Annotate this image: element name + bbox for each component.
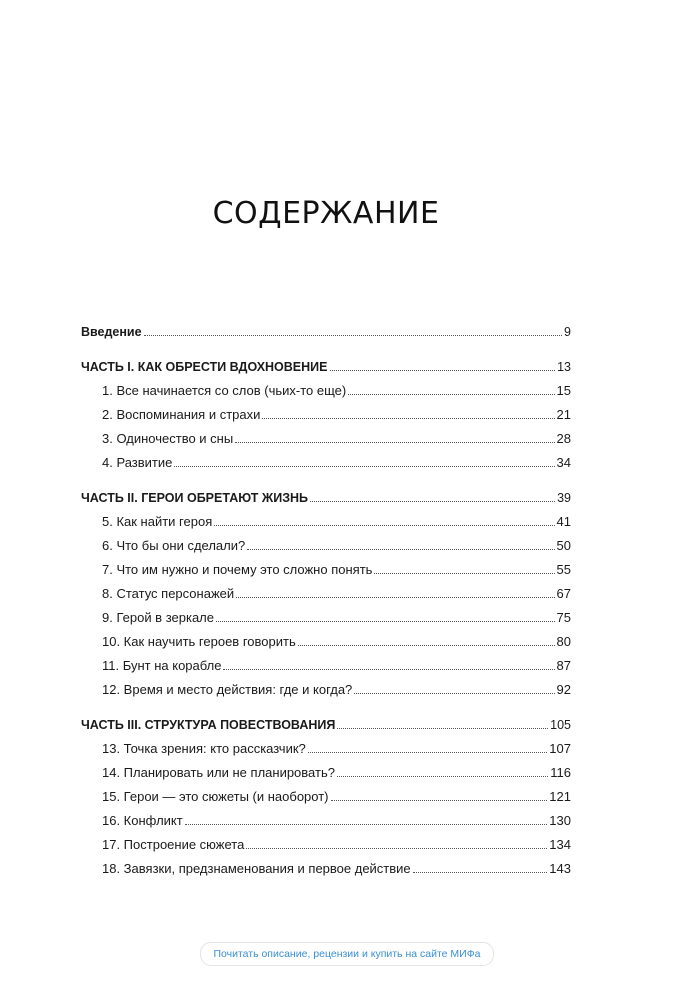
toc-chapter [81, 857, 571, 881]
table-of-contents [81, 320, 571, 881]
dot-leader [262, 417, 554, 419]
toc-chapter [81, 606, 571, 630]
toc-chapter [81, 654, 571, 678]
toc-page-number: 92 [556, 682, 571, 697]
toc-entry-title: 7. Что им нужно и почему это сложно понять [102, 562, 373, 577]
dot-leader [331, 799, 548, 801]
toc-page-number: 87 [556, 658, 571, 673]
page-title: СОДЕРЖАНИЕ [212, 196, 440, 231]
toc-entry-title: Введение [81, 325, 142, 339]
toc-page-number: 107 [549, 741, 571, 756]
toc-chapter [81, 451, 571, 475]
toc-page-number: 134 [549, 837, 571, 852]
dot-leader [374, 572, 554, 574]
shop-link[interactable]: Почитать описание, рецензии и купить на сайте МИФа [200, 942, 494, 966]
toc-chapter [81, 678, 571, 702]
toc-entry-title: 1. Все начинается со слов (чьих-то еще) [102, 383, 347, 398]
toc-chapter [81, 510, 571, 534]
toc-entry-title: 13. Точка зрения: кто рассказчик? [102, 741, 306, 756]
toc-page-number: 28 [556, 431, 571, 446]
toc-page-number: 34 [556, 455, 571, 470]
dot-leader [144, 334, 562, 336]
dot-leader [185, 823, 548, 825]
toc-chapter [81, 582, 571, 606]
dot-leader [247, 548, 554, 550]
dot-leader [246, 847, 547, 849]
dot-leader [174, 465, 554, 467]
toc-page-number: 75 [556, 610, 571, 625]
dot-leader [337, 775, 548, 777]
toc-entry-title: 16. Конфликт [102, 813, 183, 828]
toc-chapter [81, 809, 571, 833]
toc-entry-title: ЧАСТЬ III. СТРУКТУРА ПОВЕСТВОВАНИЯ [81, 718, 336, 732]
toc-page-number: 39 [557, 491, 571, 505]
dot-leader [354, 692, 554, 694]
toc-entry-title: 11. Бунт на корабле [102, 658, 222, 673]
toc-entry-title: 12. Время и место действия: где и когда? [102, 682, 353, 697]
toc-chapter [81, 534, 571, 558]
toc-page-number: 105 [550, 718, 571, 732]
toc-entry-title: 2. Воспоминания и страхи [102, 407, 261, 422]
dot-leader [236, 596, 554, 598]
toc-entry-title: 14. Планировать или не планировать? [102, 765, 335, 780]
toc-entry-title: 5. Как найти героя [102, 514, 213, 529]
toc-page-number: 80 [556, 634, 571, 649]
toc-part-3 [81, 713, 571, 737]
toc-chapter [81, 785, 571, 809]
toc-chapter [81, 558, 571, 582]
toc-entry-title: 6. Что бы они сделали? [102, 538, 246, 553]
toc-chapter [81, 379, 571, 403]
toc-entry-title: 9. Герой в зеркале [102, 610, 214, 625]
toc-page-number: 67 [556, 586, 571, 601]
dot-leader [413, 871, 548, 873]
dot-leader [330, 369, 556, 371]
toc-chapter [81, 630, 571, 654]
toc-page-number: 116 [550, 765, 571, 780]
toc-chapter [81, 737, 571, 761]
dot-leader [214, 524, 554, 526]
toc-entry-title: 18. Завязки, предзнаменования и первое действие [102, 861, 411, 876]
toc-page-number: 55 [556, 562, 571, 577]
toc-chapter [81, 761, 571, 785]
toc-entry-title: 15. Герои — это сюжеты (и наоборот) [102, 789, 329, 804]
dot-leader [337, 727, 548, 729]
toc-page-number: 121 [549, 789, 571, 804]
toc-page-number: 41 [556, 514, 571, 529]
toc-entry-title: 10. Как научить героев говорить [102, 634, 296, 649]
dot-leader [298, 644, 555, 646]
toc-part-2 [81, 486, 571, 510]
toc-entry-title: 17. Построение сюжета [102, 837, 245, 852]
dot-leader [223, 668, 554, 670]
toc-entry-title: 3. Одиночество и сны [102, 431, 234, 446]
dot-leader [216, 620, 555, 622]
toc-page-number: 130 [549, 813, 571, 828]
toc-entry-title: ЧАСТЬ I. КАК ОБРЕСТИ ВДОХНОВЕНИЕ [81, 360, 328, 374]
toc-entry-title: ЧАСТЬ II. ГЕРОИ ОБРЕТАЮТ ЖИЗНЬ [81, 491, 309, 505]
toc-page-number: 50 [556, 538, 571, 553]
toc-entry-title: 4. Развитие [102, 455, 173, 470]
dot-leader [308, 751, 548, 753]
toc-page-number: 9 [564, 325, 571, 339]
toc-intro [81, 320, 571, 344]
toc-part-1 [81, 355, 571, 379]
toc-chapter [81, 403, 571, 427]
dot-leader [235, 441, 554, 443]
toc-chapter [81, 427, 571, 451]
toc-chapter [81, 833, 571, 857]
toc-page-number: 143 [549, 861, 571, 876]
toc-page-number: 21 [556, 407, 571, 422]
toc-entry-title: 8. Статус персонажей [102, 586, 235, 601]
toc-page-number: 13 [557, 360, 571, 374]
toc-page-number: 15 [556, 383, 571, 398]
dot-leader [310, 500, 555, 502]
dot-leader [348, 393, 554, 395]
